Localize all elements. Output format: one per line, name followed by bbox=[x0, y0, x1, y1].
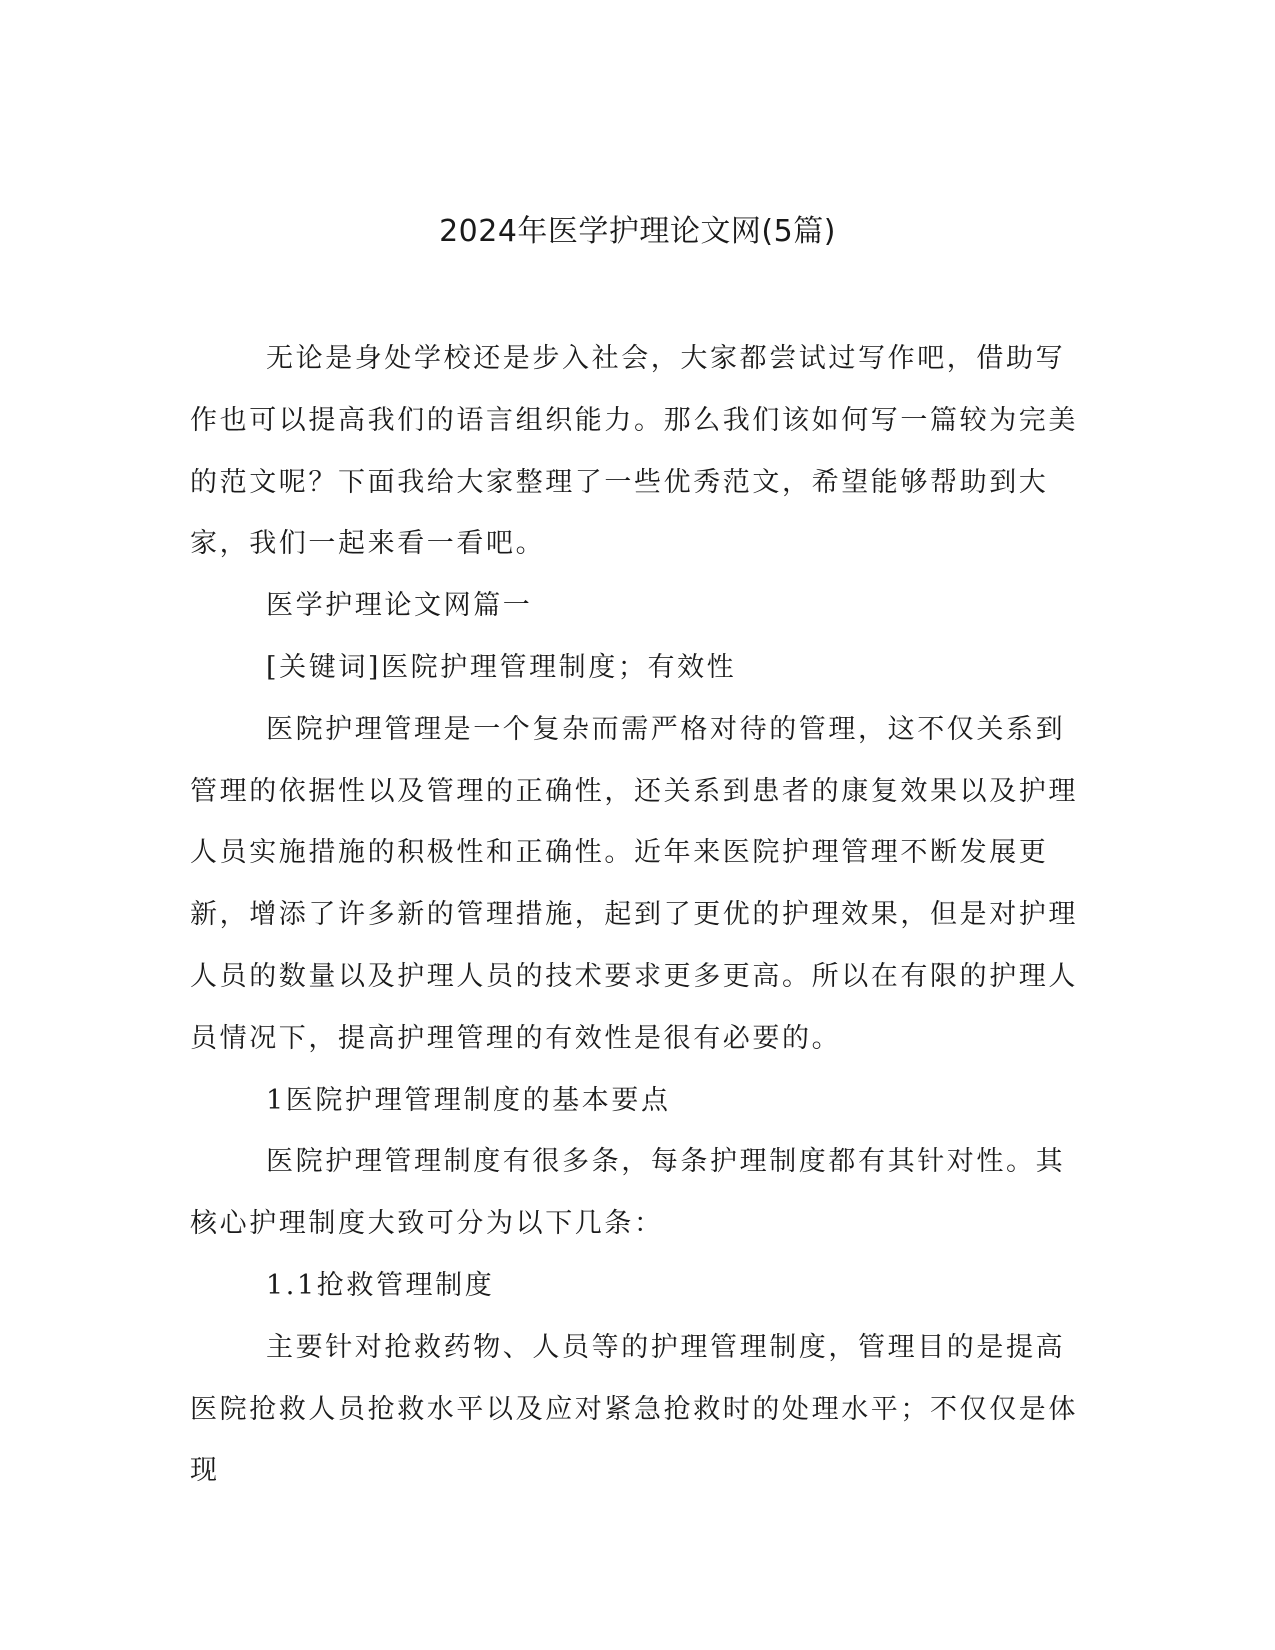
section-heading: 医学护理论文网篇一 bbox=[266, 590, 533, 622]
document-title: 2024年医学护理论文网(5篇) bbox=[439, 214, 836, 249]
subsection-heading: 1医院护理管理制度的基本要点 bbox=[266, 1084, 671, 1116]
body-paragraph: 主要针对抢救药物、人员等的护理管理制度，管理目的是提高医院抢救人员抢救水平以及应对紧急抢救时的处理水平；不仅仅是体现 bbox=[190, 1331, 1078, 1487]
subsection-heading: 1.1抢救管理制度 bbox=[266, 1269, 495, 1301]
intro-paragraph: 无论是身处学校还是步入社会，大家都尝试过写作吧，借助写作也可以提高我们的语言组织能力。那么我们该如何写一篇较为完美的范文呢？下面我给大家整理了一些优秀范文，希望能够帮助到大家，我们一起来看一看吧。 bbox=[190, 343, 1078, 560]
body-paragraph: 医院护理管理是一个复杂而需严格对待的管理，这不仅关系到管理的依据性以及管理的正确性，还关系到患者的康复效果以及护理人员实施措施的积极性和正确性。近年来医院护理管理不断发展更新，增添了许多新的管理措施，起到了更优的护理效果，但是对护理人员的数量以及护理人员的技术要求更多更高。所以在有限的护理人员情况下，提高护理管理的有效性是很有必要的。 bbox=[190, 713, 1078, 1054]
body-paragraph: 医院护理管理制度有很多条，每条护理制度都有其针对性。其核心护理制度大致可分为以下几条： bbox=[190, 1146, 1066, 1240]
document-body bbox=[190, 328, 1080, 1502]
keywords-line: [关键词]医院护理管理制度；有效性 bbox=[266, 651, 737, 683]
